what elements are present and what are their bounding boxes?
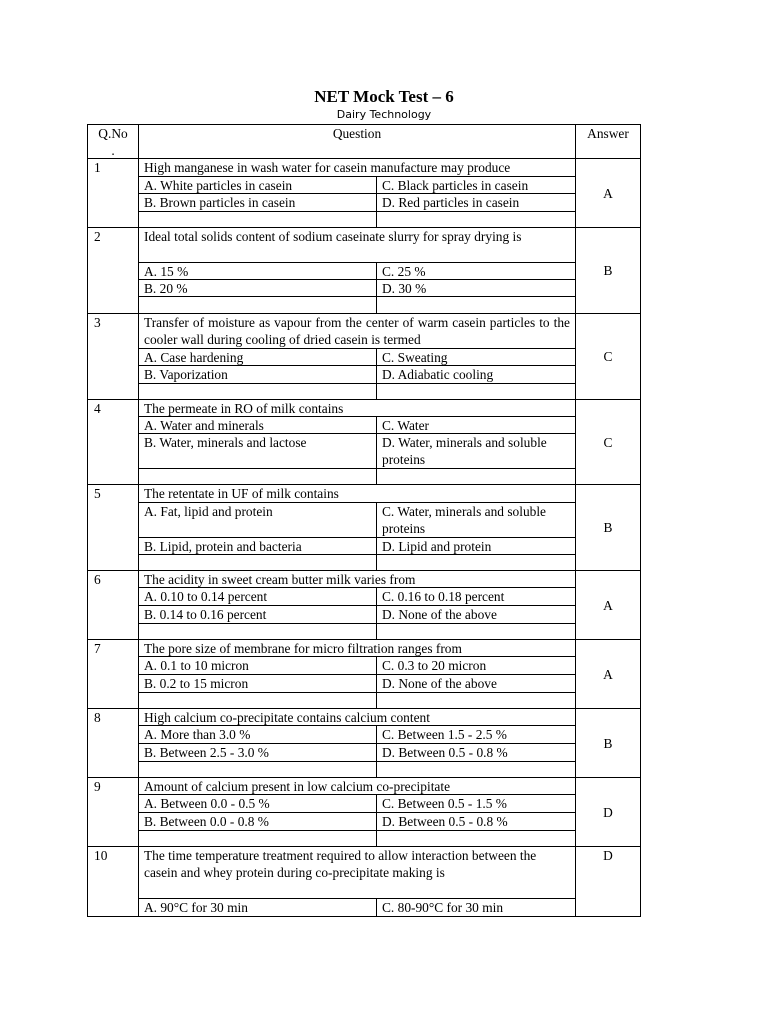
blank-cell: [377, 831, 576, 847]
option-d: D. Between 0.5 - 0.8 %: [377, 744, 576, 762]
question-text: Ideal total solids content of sodium caseinate slurry for spray drying is: [139, 228, 576, 263]
blank-cell: [139, 469, 377, 485]
option-a: A. 0.1 to 10 micron: [139, 657, 377, 675]
option-a: A. Fat, lipid and protein: [139, 503, 377, 538]
question-number: 10: [88, 847, 139, 917]
option-a: A. 90°C for 30 min: [139, 899, 377, 917]
option-a: A. Water and minerals: [139, 417, 377, 434]
answer-cell: B: [576, 228, 641, 314]
blank-cell: [139, 693, 377, 709]
option-d: D. Lipid and protein: [377, 538, 576, 555]
blank-cell: [139, 555, 377, 571]
blank-cell: [377, 624, 576, 640]
blank-cell: [377, 297, 576, 314]
blank-cell: [377, 469, 576, 485]
option-d: D. 30 %: [377, 280, 576, 297]
question-number: 7: [88, 640, 139, 709]
answer-cell: C: [576, 400, 641, 485]
answer-cell: A: [576, 571, 641, 640]
question-text: Amount of calcium present in low calcium co-precipitate: [139, 778, 576, 795]
answer-cell: B: [576, 709, 641, 778]
blank-cell: [377, 762, 576, 778]
option-b: B. 0.14 to 0.16 percent: [139, 606, 377, 624]
question-text: High manganese in wash water for casein manufacture may produce: [139, 159, 576, 177]
option-d: D. None of the above: [377, 675, 576, 693]
question-number: 2: [88, 228, 139, 314]
blank-cell: [139, 762, 377, 778]
option-d: D. Between 0.5 - 0.8 %: [377, 813, 576, 831]
page-title: NET Mock Test – 6: [314, 87, 454, 106]
blank-cell: [377, 693, 576, 709]
option-d: D. Water, minerals and soluble proteins: [377, 434, 576, 469]
blank-cell: [377, 212, 576, 228]
question-text: High calcium co-precipitate contains calcium content: [139, 709, 576, 726]
answer-cell: D: [576, 847, 641, 917]
question-number: 1: [88, 159, 139, 228]
question-text: The acidity in sweet cream butter milk varies from: [139, 571, 576, 588]
header-question: Question: [139, 125, 576, 159]
question-number: 8: [88, 709, 139, 778]
blank-cell: [139, 297, 377, 314]
option-a: A. 0.10 to 0.14 percent: [139, 588, 377, 606]
blank-cell: [377, 384, 576, 400]
question-text: The permeate in RO of milk contains: [139, 400, 576, 417]
question-number: 3: [88, 314, 139, 400]
option-c: C. 0.3 to 20 micron: [377, 657, 576, 675]
option-c: C. Black particles in casein: [377, 177, 576, 194]
option-c: C. 0.16 to 0.18 percent: [377, 588, 576, 606]
option-c: C. Water, minerals and soluble proteins: [377, 503, 576, 538]
question-number: 6: [88, 571, 139, 640]
question-number: 9: [88, 778, 139, 847]
blank-cell: [139, 831, 377, 847]
page-subtitle: Dairy Technology: [336, 108, 432, 121]
question-table: [87, 124, 641, 917]
option-a: A. White particles in casein: [139, 177, 377, 194]
answer-cell: D: [576, 778, 641, 847]
header-answer: Answer: [576, 125, 641, 159]
question-number: 5: [88, 485, 139, 571]
option-b: B. 0.2 to 15 micron: [139, 675, 377, 693]
answer-cell: A: [576, 640, 641, 709]
header-qno: Q.No .: [88, 125, 139, 159]
option-d: D. None of the above: [377, 606, 576, 624]
blank-cell: [139, 384, 377, 400]
answer-cell: B: [576, 485, 641, 571]
question-text: The retentate in UF of milk contains: [139, 485, 576, 503]
question-text: Transfer of moisture as vapour from the center of warm casein particles to the cooler wall during cooling of dried casein is termed: [139, 314, 576, 349]
option-a: A. More than 3.0 %: [139, 726, 377, 744]
option-b: B. Water, minerals and lactose: [139, 434, 377, 469]
option-b: B. Vaporization: [139, 366, 377, 384]
option-c: C. Between 0.5 - 1.5 %: [377, 795, 576, 813]
option-b: B. Lipid, protein and bacteria: [139, 538, 377, 555]
blank-cell: [139, 212, 377, 228]
blank-cell: [139, 624, 377, 640]
option-a: A. Between 0.0 - 0.5 %: [139, 795, 377, 813]
option-d: D. Adiabatic cooling: [377, 366, 576, 384]
question-text: The time temperature treatment required to allow interaction between the casein and whey protein during co-precipitate making is: [139, 847, 576, 899]
question-text: The pore size of membrane for micro filtration ranges from: [139, 640, 576, 657]
option-a: A. 15 %: [139, 263, 377, 280]
option-c: C. Sweating: [377, 349, 576, 366]
option-b: B. 20 %: [139, 280, 377, 297]
option-b: B. Between 2.5 - 3.0 %: [139, 744, 377, 762]
question-number: 4: [88, 400, 139, 485]
option-c: C. Between 1.5 - 2.5 %: [377, 726, 576, 744]
option-d: D. Red particles in casein: [377, 194, 576, 212]
option-c: C. 25 %: [377, 263, 576, 280]
option-b: B. Brown particles in casein: [139, 194, 377, 212]
answer-cell: C: [576, 314, 641, 400]
option-c: C. 80-90°C for 30 min: [377, 899, 576, 917]
option-a: A. Case hardening: [139, 349, 377, 366]
option-b: B. Between 0.0 - 0.8 %: [139, 813, 377, 831]
answer-cell: A: [576, 159, 641, 228]
blank-cell: [377, 555, 576, 571]
option-c: C. Water: [377, 417, 576, 434]
